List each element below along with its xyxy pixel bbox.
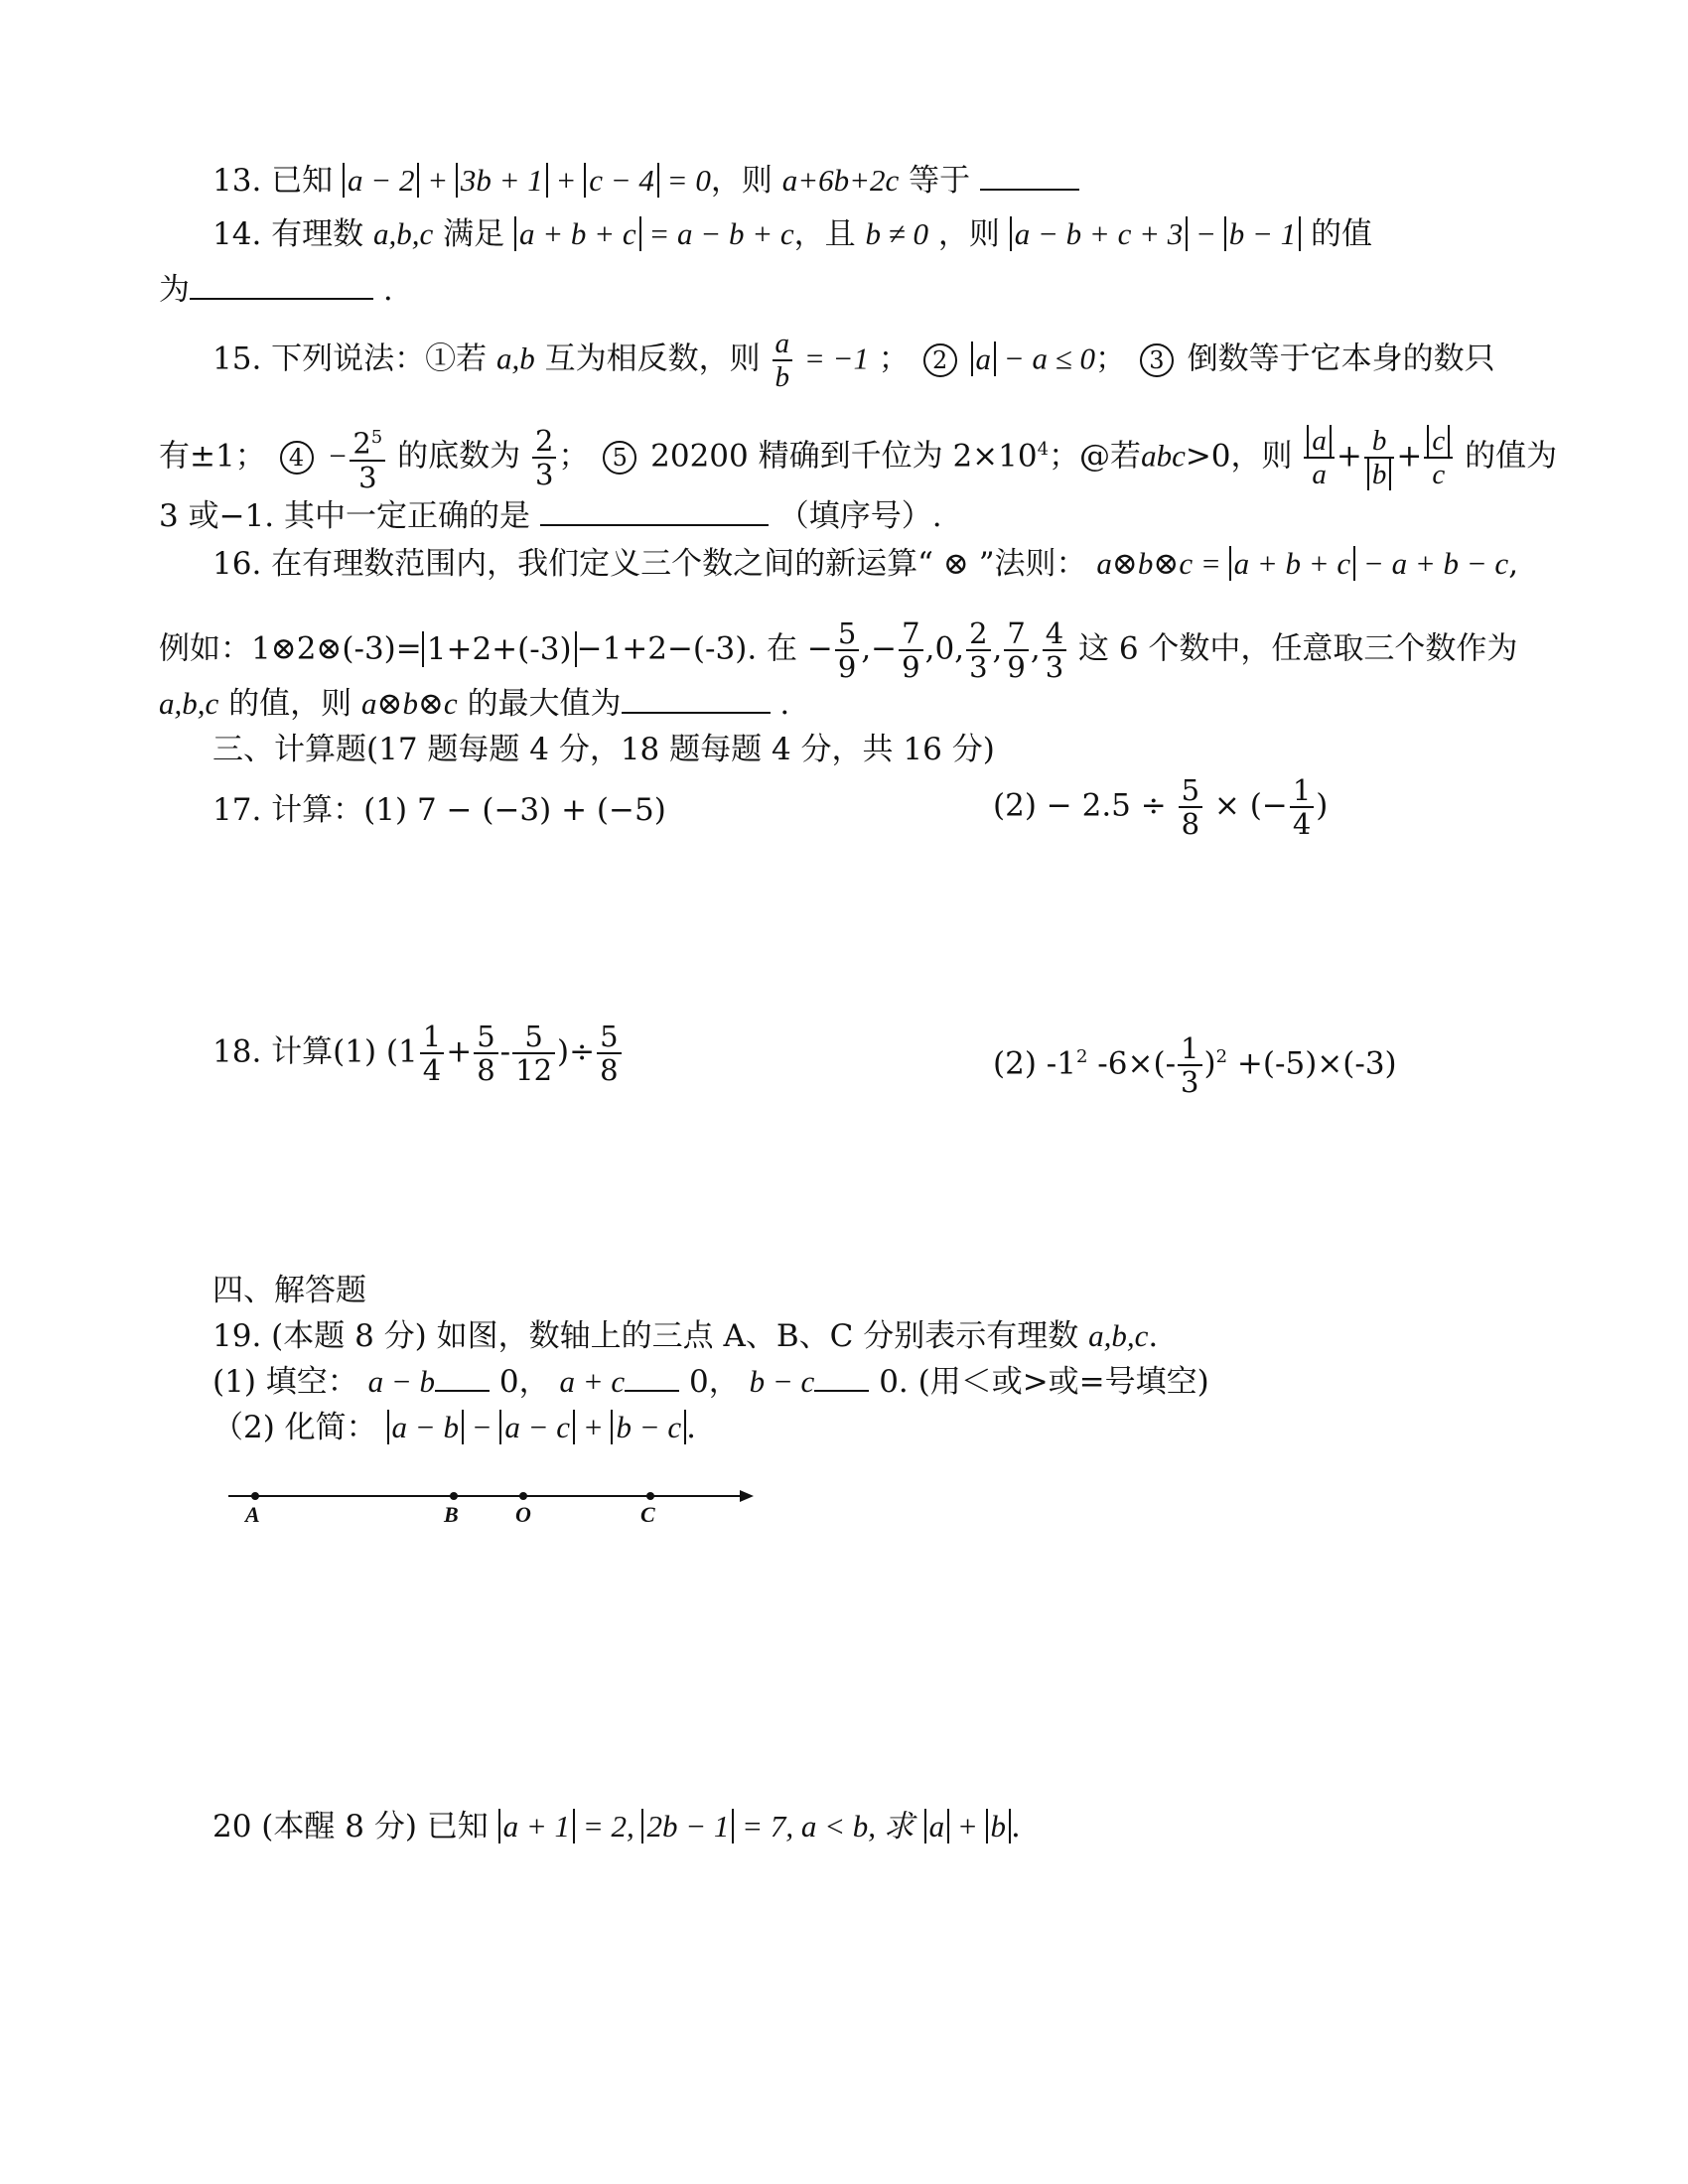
question-19-part2: （2) 化简： a − b − a − c + b − c . [212, 1410, 697, 1445]
point-c [646, 1492, 654, 1500]
answer-blank-19c[interactable] [814, 1364, 869, 1392]
answer-blank-13[interactable] [980, 163, 1079, 191]
label-o: O [515, 1502, 531, 1527]
number-line [223, 1484, 760, 1528]
question-19: 19. (本题 8 分) 如图，数轴上的三点 A、B、C 分别表示有理数 a,b,c. [212, 1318, 1159, 1354]
point-b [450, 1492, 458, 1500]
answer-blank-15[interactable] [540, 498, 769, 526]
question-19-part1: (1) 填空： a − b 0， a + c 0， b − c 0. (用＜或>或=号填空) [212, 1364, 1209, 1400]
section-4-heading: 四、解答题 [212, 1273, 366, 1308]
answer-blank-19b[interactable] [625, 1364, 679, 1392]
section-3-heading: 三、计算题(17 题每题 4 分，18 题每题 4 分，共 16 分) [212, 732, 995, 767]
point-a [251, 1492, 259, 1500]
question-17-part2: (2) − 2.5 ÷ $\frac{5}{8}$ × (− $\frac{1}{4}$ ) [993, 773, 1329, 841]
question-18-part1: 18. 计算(1) (1 $\frac{1}{4}$ + $\frac{5}{8}$ - $\frac{5}{12}$ )÷ $\frac{5}{8}$ [212, 1021, 624, 1086]
answer-blank-14[interactable] [190, 272, 373, 300]
question-14-cont: 为 . [159, 272, 393, 308]
question-16: 16. 在有理数范围内，我们定义三个数之间的新运算“ ⊗ ”法则： a⊗b⊗c = a + b + c − a + b − c, [212, 546, 1519, 582]
point-o [519, 1492, 527, 1500]
question-15-line2: 有±1； 4 − $\frac{2^5}{3}$ 的底数为 $\frac{2}{3}$ ； 5 20200 精确到千位为 $2\times 10^4$；@若abc>0，则 $\frac{a}{a}$ + $\frac{b}{b}$ + $\frac{c}{c}$ 的值为 [159, 423, 1558, 494]
label-c: C [640, 1502, 655, 1527]
question-13: 13. 已知 a − 2 + 3b + 1 + c − 4 = 0，则 a+6b+2c 等于 [212, 161, 1079, 201]
answer-blank-16[interactable] [622, 686, 771, 714]
label-a: A [245, 1502, 260, 1527]
number-line-axis [223, 1484, 760, 1524]
answer-blank-19a[interactable] [435, 1364, 490, 1392]
question-20: 20 (本醒 8 分) 已知 a + 1 = 2, 2b − 1 = 7, a < b, 求 a + b . [212, 1809, 1021, 1844]
question-14: 14. 有理数 a,b,c 满足 a + b + c = a − b + c，且 b ≠ 0 ，则 a − b + c + 3 − b − 1 的值 [212, 216, 1372, 252]
label-b: B [444, 1502, 459, 1527]
question-17-part1: 17. 计算：(1) 7 − (−3) + (−5) [212, 792, 666, 828]
question-16-line3: a,b,c 的值，则 a⊗b⊗c 的最大值为 . [159, 686, 790, 722]
question-15: 15. 下列说法：①若 a,b 互为相反数，则 $\frac{a}{b}$ = −1 ； 2 a − a ≤ 0； 3 倒数等于它本身的数只 [212, 328, 1495, 393]
question-18-part2: (2) $-1^2$ -6×(- $\frac{1}{3}$ )$^2$ +(-5)×(-3) [993, 1031, 1397, 1099]
question-15-line3: 3 或−1. 其中一定正确的是 （填序号）. [159, 498, 942, 534]
question-16-line2: 例如：1⊗2⊗(-3)= 1+2+(-3) −1+2−(-3). 在 − $\frac{5}{9}$ ,− $\frac{7}{9}$ ,0, $\frac{2}{3}$ , $\frac{7}{9}$ , $\frac{4}{3}$ 这 6 个数中，任意取三个数作为 [159, 616, 1518, 684]
